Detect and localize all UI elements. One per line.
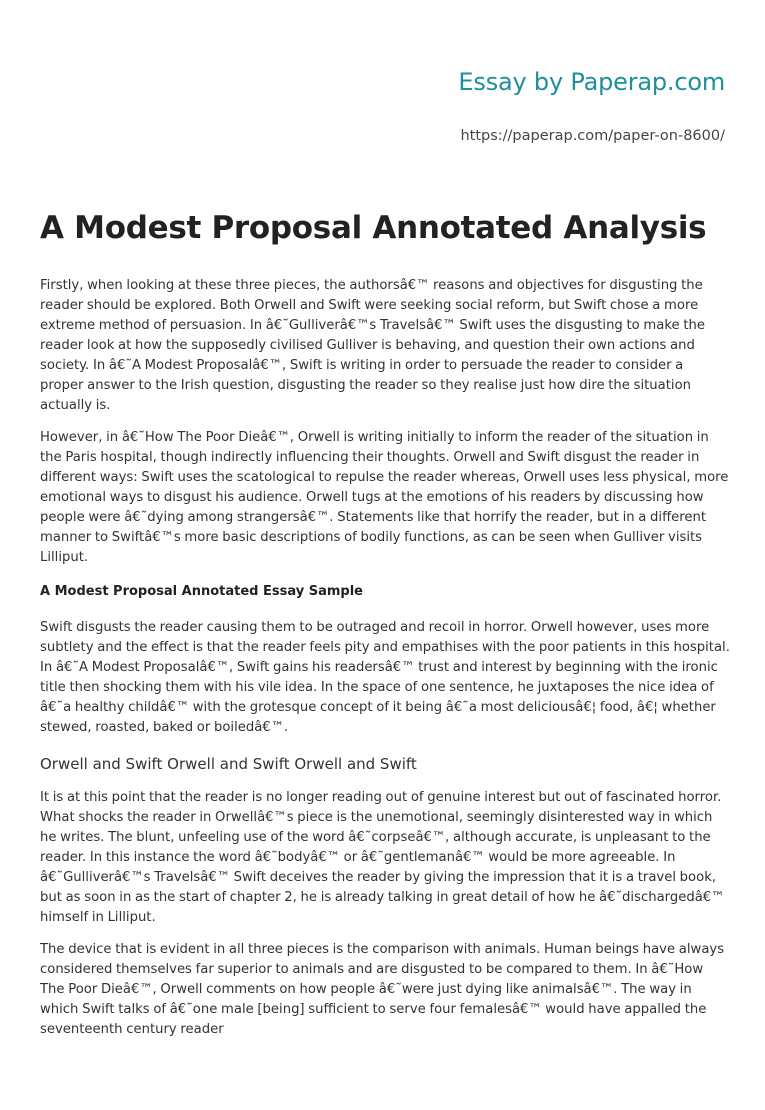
page-title: A Modest Proposal Annotated Analysis: [40, 210, 707, 246]
section-heading: Orwell and Swift Orwell and Swift Orwell and Swift: [40, 755, 417, 773]
paragraph: Swift disgusts the reader causing them to be outraged and recoil in horror. Orwell however, uses more subtlety and the effect is that the reader feels pity and empathises with the poor patients in this hospital. In â€˜A Modest Proposalâ€™, Swift gains his readersâ€™ trust and interest by beginning with the ironic title then shocking them with his vile idea. In the space of one sentence, he juxtaposes the nice idea of â€˜a healthy childâ€™ with the grotesque concept of it being â€˜a most deliciousâ€¦ food, â€¦ whether stewed, roasted, baked or boiledâ€™.: [40, 620, 730, 735]
section-subheading: A Modest Proposal Annotated Essay Sample: [40, 584, 363, 599]
brand-logo[interactable]: Essay by Paperap.com: [458, 68, 725, 96]
source-url[interactable]: https://paperap.com/paper-on-8600/: [460, 128, 725, 144]
paragraph: However, in â€˜How The Poor Dieâ€™, Orwell is writing initially to inform the reader of the situation in the Paris hospital, though indirectly influencing their thoughts. Orwell and Swift disgust the reader in different ways: Swift uses the scatological to repulse the reader whereas, Orwell uses less physical, more emotional ways to disgust his audience. Orwell tugs at the emotions of his readers by discussing how people were â€˜dying among strangersâ€™. Statements like that horrify the reader, but in a different manner to Swiftâ€™s more basic descriptions of bodily functions, as can be seen when Gulliver visits Lilliput.: [40, 430, 729, 565]
paragraph: The device that is evident in all three pieces is the comparison with animals. Human beings have always considered themselves far superior to animals and are disgusted to be compared to them. In â€˜How The Poor Dieâ€™, Orwell comments on how people â€˜were just dying like animalsâ€™. The way in which Swift talks of â€˜one male [being] sufficient to serve four femalesâ€™ would have appalled the seventeenth century reader: [40, 942, 725, 1037]
paragraph: Firstly, when looking at these three pieces, the authorsâ€™ reasons and objectives for disgusting the reader should be explored. Both Orwell and Swift were seeking social reform, but Swift chose a more extreme method of persuasion. In â€˜Gulliverâ€™s Travelsâ€™ Swift uses the disgusting to make the reader look at how the supposedly civilised Gulliver is behaving, and question their own actions and society. In â€˜A Modest Proposalâ€™, Swift is writing in order to persuade the reader to consider a proper answer to the Irish question, disgusting the reader so they realise just how dire the situation actually is.: [40, 278, 705, 413]
paragraph: It is at this point that the reader is no longer reading out of genuine interest but out of fascinated horror. What shocks the reader in Orwellâ€™s piece is the unemotional, seemingly disinterested way in which he writes. The blunt, unfeeling use of the word â€˜corpseâ€™, although accurate, is unpleasant to the reader. In this instance the word â€˜bodyâ€™ or â€˜gentlemanâ€™ would be more agreeable. In â€˜Gulliverâ€™s Travelsâ€™ Swift deceives the reader by giving the impression that it is a travel book, but as soon in as the start of chapter 2, he is already talking in great detail of how he â€˜dischargedâ€™ himself in Lilliput.: [40, 790, 725, 925]
article-body: [40, 276, 730, 1052]
